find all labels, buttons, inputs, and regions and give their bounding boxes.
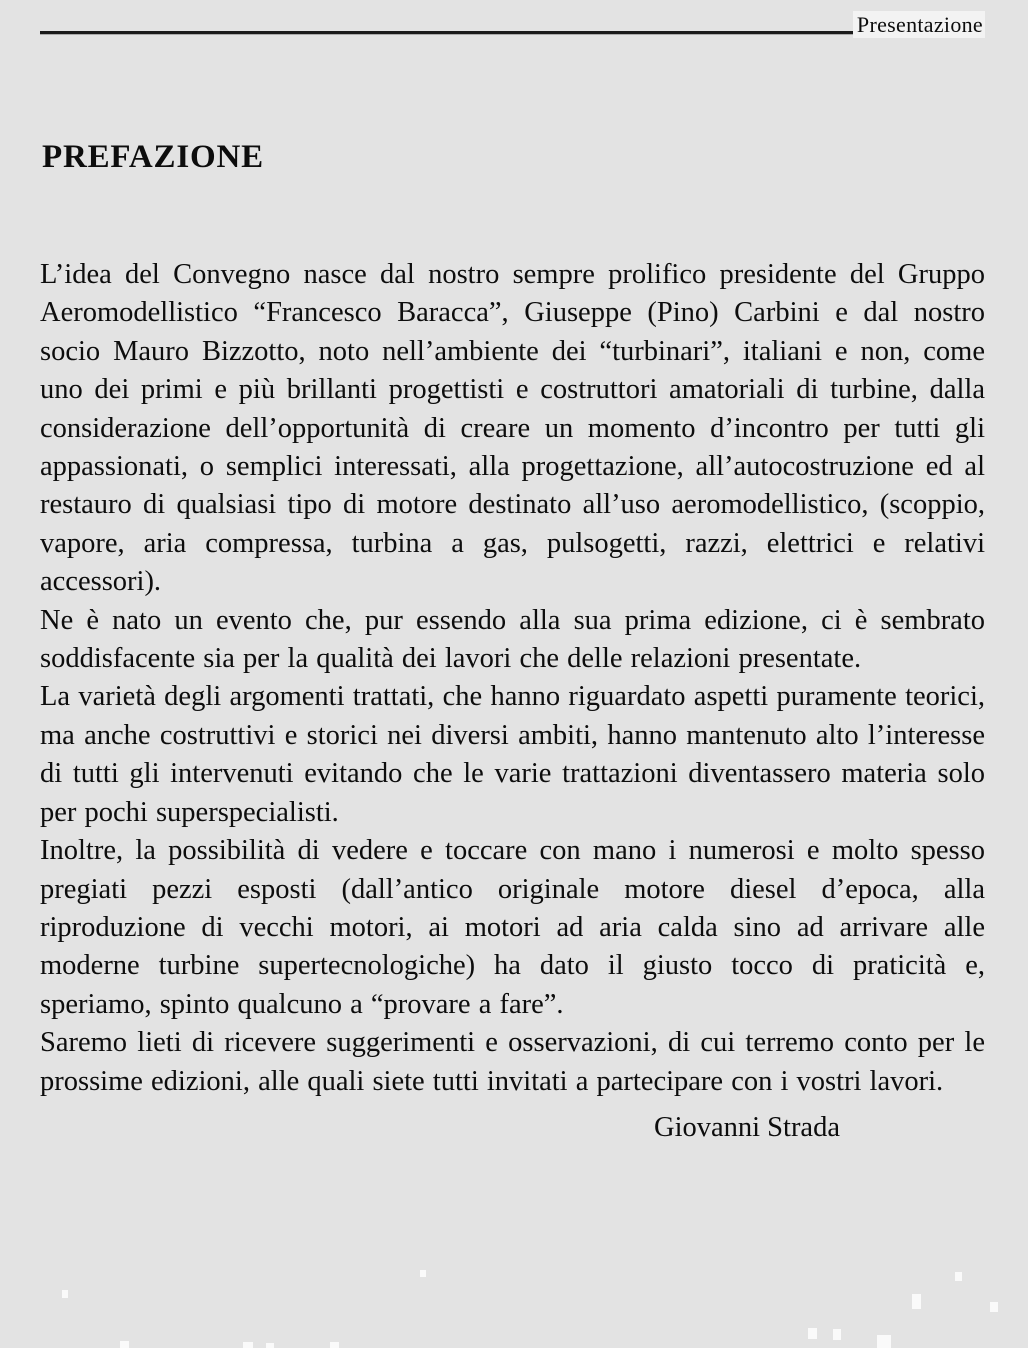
page-header bbox=[40, 10, 985, 38]
paragraph-2: Ne è nato un evento che, pur essendo alla sua prima edizione, ci è sembrato soddisfacente sia per la qualità dei lavori che delle relazioni presentate. bbox=[40, 604, 985, 675]
scan-speck bbox=[990, 1302, 998, 1312]
preface-body bbox=[40, 256, 985, 1101]
paragraph-4: Inoltre, la possibilità di vedere e toccare con mano i numerosi e molto spesso pregiati pezzi esposti (dall’antico originale motore diesel d’epoca, alla riproduzione di vecchi motori, ai motori ad aria calda sino ad arrivare alle moderne turbine supertecnologiche) ha dato il giusto tocco di praticità e, speriamo, spinto qualcuno a “provare a fare”. bbox=[40, 835, 985, 1020]
scan-speck bbox=[120, 1341, 129, 1348]
paragraph-3: La varietà degli argomenti trattati, che hanno riguardato aspetti puramente teorici, ma anche costruttivi e storici nei diversi ambiti, hanno mantenuto alto l’interesse di tutti gli intervenuti evitando che le varie trattazioni diventassero materia solo per pochi superspecialisti. bbox=[40, 681, 985, 828]
scan-speck bbox=[266, 1343, 274, 1348]
signature: Giovanni Strada bbox=[653, 1111, 840, 1143]
running-header-label: Presentazione bbox=[853, 11, 985, 38]
scan-speck bbox=[62, 1290, 68, 1298]
scan-speck bbox=[877, 1335, 891, 1348]
scan-speck bbox=[808, 1328, 817, 1339]
scan-speck bbox=[833, 1329, 841, 1340]
paragraph-1: L’idea del Convegno nasce dal nostro sempre prolifico presidente del Gruppo Aeromodellistico “Francesco Baracca”, Giuseppe (Pino) Carbini e dal nostro socio Mauro Bizzotto, noto nell’ambiente dei “turbinari”, italiani e non, come uno dei primi e più brillanti progettisti e costruttori amatoriali di turbine, dalla considerazione dell’opportunità di creare un momento d’incontro per tutti gli appassionati, o semplici interessati, alla progettazione, all’autocostruzione ed al restauro di qualsiasi tipo di motore destinato all’uso aeromodellistico, (scoppio, vapore, aria compressa, turbina a gas, pulsogetti, razzi, elettrici e relativi accessori). bbox=[40, 259, 985, 598]
paragraph-5: Saremo lieti di ricevere suggerimenti e osservazioni, di cui terremo conto per le prossime edizioni, alle quali siete tutti invitati a partecipare con i vostri lavori. bbox=[40, 1027, 985, 1097]
page-title: PREFAZIONE bbox=[42, 139, 264, 175]
scan-speck bbox=[912, 1294, 921, 1309]
scan-speck bbox=[243, 1342, 253, 1348]
header-rule bbox=[40, 31, 853, 34]
scan-speck bbox=[420, 1270, 426, 1277]
scan-speck bbox=[955, 1272, 962, 1281]
scan-speck bbox=[330, 1342, 339, 1348]
